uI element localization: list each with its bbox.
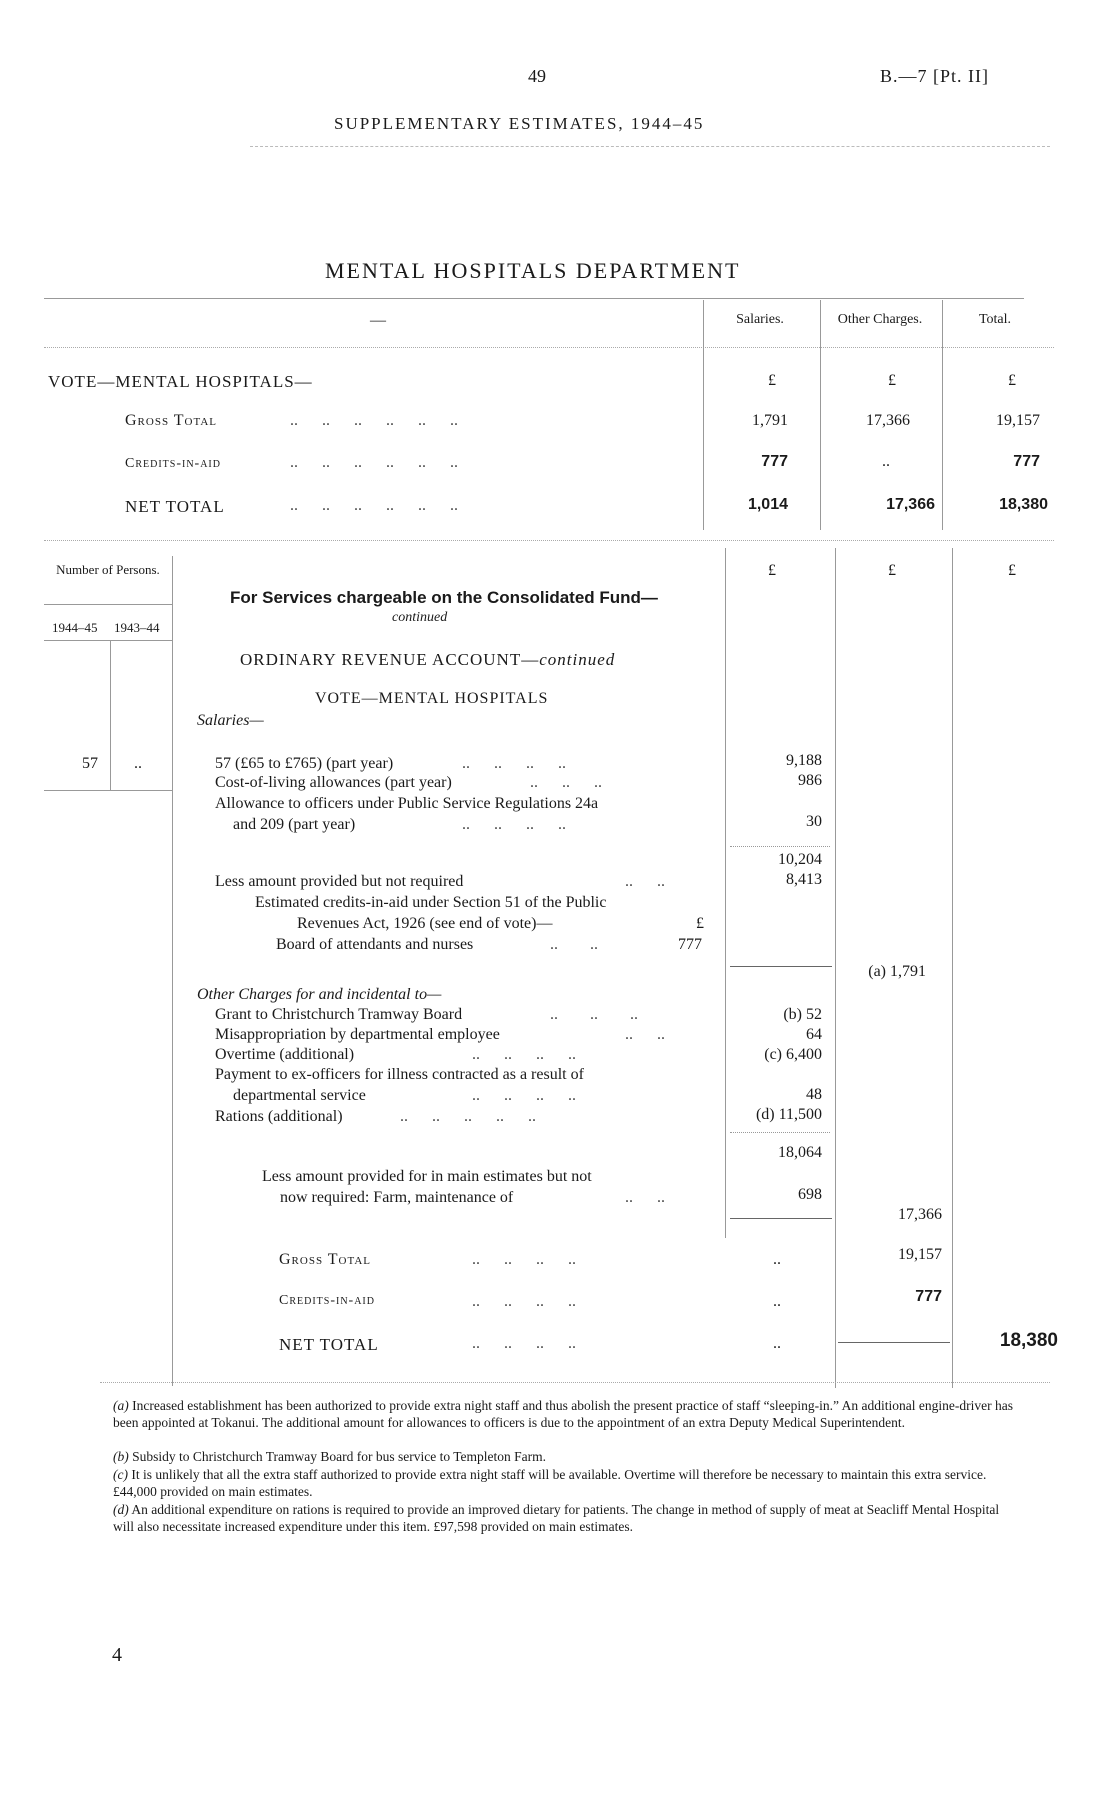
footnote-text: An additional expenditure on rations is required to provide an improved dietary for patients. The change in method of supply of meat at Seacliff Mental Hospital will also necessitate increased expenditure under this item. £97,598 provided on main estimates. — [113, 1502, 1000, 1534]
running-title: SUPPLEMENTARY ESTIMATES, 1944–45 — [334, 114, 705, 133]
detail-gross-label: Gross Total — [279, 1251, 372, 1268]
footnote-text: Subsidy to Christchurch Tramway Board for bus service to Templeton Farm. — [132, 1449, 547, 1464]
salary-item-text: 57 (£65 to £765) (part year) — [215, 755, 394, 772]
currency-symbol: £ — [768, 372, 776, 389]
cell-other: .. — [882, 453, 890, 470]
footnote-mark: (d) — [113, 1502, 129, 1517]
col-other-charges-heading: Other Charges. — [837, 312, 923, 327]
salary-item-text: Cost-of-living allowances (part year) — [215, 774, 452, 791]
credits-board-amount: 777 — [678, 936, 702, 953]
page-number: 49 — [528, 66, 546, 86]
other-charges-total: 17,366 — [898, 1206, 942, 1223]
cell-salaries: 1,014 — [747, 496, 788, 513]
salary-subtotal: 10,204 — [778, 851, 822, 868]
vote-heading: VOTE—MENTAL HOSPITALS — [315, 690, 549, 707]
currency-symbol: £ — [768, 562, 776, 579]
cell-other: 17,366 — [866, 412, 910, 429]
leader-dots: .. .. .. .. .. .. — [290, 454, 458, 471]
col-total-heading: Total. — [978, 312, 1012, 327]
leader-dots: .. .. .. .. .. .. — [290, 412, 458, 429]
footnote-d — [113, 1501, 1023, 1535]
less-main-label: Less amount provided for in main estimates but not — [262, 1168, 592, 1185]
other-item-text: Rations (additional) — [215, 1108, 343, 1125]
persons-1944-value: 57 — [82, 755, 98, 772]
less-provided-label: Less amount provided but not required — [215, 873, 464, 890]
col-salaries-heading: Salaries. — [736, 312, 784, 327]
currency-symbol: £ — [1008, 562, 1016, 579]
footnote-mark: (c) — [113, 1467, 128, 1482]
cell-total: 18,380 — [999, 496, 1048, 513]
other-item-amount: (b) 52 — [783, 1006, 822, 1023]
detail-col-divider — [110, 640, 111, 790]
less-main-amount: 698 — [798, 1186, 822, 1203]
leader-dots: .. .. .. .. .. .. — [290, 497, 458, 514]
title-rule — [44, 298, 1024, 299]
cell-salaries: 1,791 — [752, 412, 788, 429]
footnote-c — [113, 1466, 1023, 1500]
empty-cell: .. — [773, 1251, 781, 1268]
detail-credits-label: Credits-in-aid — [279, 1293, 375, 1308]
persons-years-rule — [44, 640, 172, 641]
account-heading-text: ORDINARY REVENUE ACCOUNT— — [240, 650, 540, 669]
currency-symbol: £ — [888, 372, 896, 389]
other-item-amount: 48 — [806, 1086, 822, 1103]
year-heading-1944: 1944–45 — [52, 620, 98, 635]
leader-dots: .. .. .. .. — [462, 816, 566, 833]
other-item-text: Payment to ex-officers for illness contracted as a result of — [215, 1066, 584, 1083]
persons-heading-rule — [44, 604, 172, 605]
empty-cell: .. — [773, 1335, 781, 1352]
row-label: Gross Total — [125, 412, 218, 429]
sheet-number: 4 — [112, 1644, 122, 1666]
detail-credits-value: 777 — [915, 1288, 942, 1305]
subtotal-rule — [730, 1132, 830, 1133]
document-reference: B.—7 [Pt. II] — [880, 66, 989, 86]
leader-dots: .. .. .. .. — [472, 1251, 576, 1268]
detail-net-label: NET TOTAL — [279, 1335, 379, 1354]
other-item-amount: (c) 6,400 — [764, 1046, 822, 1063]
other-charges-heading: Other Charges for and incidental to— — [197, 986, 442, 1003]
row-label: NET TOTAL — [125, 497, 225, 516]
services-heading: For Services chargeable on the Consolidated Fund— — [230, 588, 658, 607]
other-item-text: Overtime (additional) — [215, 1046, 355, 1063]
account-heading — [240, 650, 615, 670]
salary-item-amount: 30 — [806, 813, 822, 830]
account-continued: continued — [539, 650, 616, 669]
persons-row-rule — [44, 790, 172, 791]
leader-dots: .. .. — [625, 1189, 665, 1206]
cell-salaries: 777 — [761, 453, 788, 470]
footnote-text: It is unlikely that all the extra staff authorized to provide extra night staff will be available. Overtime will therefore be necessary to maintain this extra service. £44,000 provided on main estimates. — [113, 1467, 987, 1499]
leader-dots: .. .. .. — [550, 1006, 638, 1023]
other-item-amount: (d) 11,500 — [755, 1106, 822, 1123]
other-total-rule — [730, 1218, 832, 1219]
row-label: Credits-in-aid — [125, 456, 221, 471]
currency-symbol: £ — [888, 562, 896, 579]
salary-total-rule — [730, 966, 832, 967]
currency-symbol: £ — [1008, 372, 1016, 389]
less-main-label: now required: Farm, maintenance of — [280, 1189, 514, 1206]
leader-dots: .. .. — [625, 1026, 665, 1043]
footnote-mark: (a) — [113, 1398, 129, 1413]
other-item-amount: 64 — [806, 1026, 822, 1043]
credits-currency: £ — [696, 915, 704, 932]
credits-note-line: Estimated credits-in-aid under Section 51 of the Public — [255, 894, 607, 911]
detail-col-divider — [172, 556, 173, 1386]
leader-dots: .. .. .. .. .. — [400, 1108, 536, 1125]
leader-dots: .. .. .. .. — [472, 1335, 576, 1352]
summary-heading-rule — [44, 347, 1054, 348]
services-continued: continued — [392, 610, 448, 625]
leader-dots: .. .. — [550, 936, 598, 953]
persons-heading: Number of Persons. — [56, 562, 160, 577]
salaries-heading: Salaries— — [197, 712, 264, 729]
leader-dots: .. .. .. .. — [472, 1087, 576, 1104]
cell-total: 777 — [1013, 453, 1040, 470]
department-title: MENTAL HOSPITALS DEPARTMENT — [325, 258, 741, 283]
detail-net-value: 18,380 — [999, 1330, 1058, 1351]
cell-total: 19,157 — [996, 412, 1040, 429]
cell-other: 17,366 — [886, 496, 935, 513]
detail-gross-value: 19,157 — [898, 1246, 942, 1263]
detail-col-divider — [952, 548, 953, 1388]
persons-1943-value: .. — [134, 755, 142, 772]
leader-dots: .. .. — [625, 873, 665, 890]
empty-cell: .. — [773, 1293, 781, 1310]
year-heading-1943: 1943–44 — [114, 620, 160, 635]
subtotal-rule — [730, 846, 830, 847]
summary-vote-label: VOTE—MENTAL HOSPITALS— — [48, 372, 313, 391]
net-rule — [838, 1342, 950, 1343]
credits-board-label: Board of attendants and nurses — [276, 936, 474, 953]
summary-stub-heading: — — [370, 312, 386, 329]
salary-item-amount: 986 — [798, 772, 822, 789]
other-item-text: Grant to Christchurch Tramway Board — [215, 1006, 463, 1023]
credits-note-line: Revenues Act, 1926 (see end of vote)— — [297, 915, 553, 932]
other-subtotal: 18,064 — [778, 1144, 822, 1161]
footnote-a — [113, 1397, 1023, 1431]
salary-item-text: and 209 (part year) — [233, 816, 356, 833]
summary-bottom-rule — [44, 540, 1054, 541]
footnote-text: Increased establishment has been authorized to provide extra night staff and thus abolish the present practice of staff “sleeping-in.” An additional engine-driver has been appointed at Tokanui. The additional amount for allowances to officers is due to the appointment of an extra Deputy Medical Superintendent. — [113, 1398, 1013, 1430]
footnote-mark: (b) — [113, 1449, 129, 1464]
leader-dots: .. .. .. .. — [472, 1293, 576, 1310]
leader-dots: .. .. .. — [530, 774, 602, 791]
salaries-total: (a) 1,791 — [868, 963, 926, 980]
other-item-text: Misappropriation by departmental employee — [215, 1026, 500, 1043]
salary-item-text: Allowance to officers under Public Service Regulations 24a — [215, 795, 599, 812]
other-item-text: departmental service — [233, 1087, 366, 1104]
footnote-b — [113, 1448, 1023, 1465]
salary-item-amount: 9,188 — [786, 752, 822, 769]
header-rule — [250, 146, 1050, 147]
less-provided-amount: 8,413 — [786, 871, 822, 888]
footnote-rule — [100, 1382, 1050, 1383]
leader-dots: .. .. .. .. — [472, 1046, 576, 1063]
leader-dots: .. .. .. .. — [462, 755, 566, 772]
detail-col-divider — [725, 548, 726, 1238]
